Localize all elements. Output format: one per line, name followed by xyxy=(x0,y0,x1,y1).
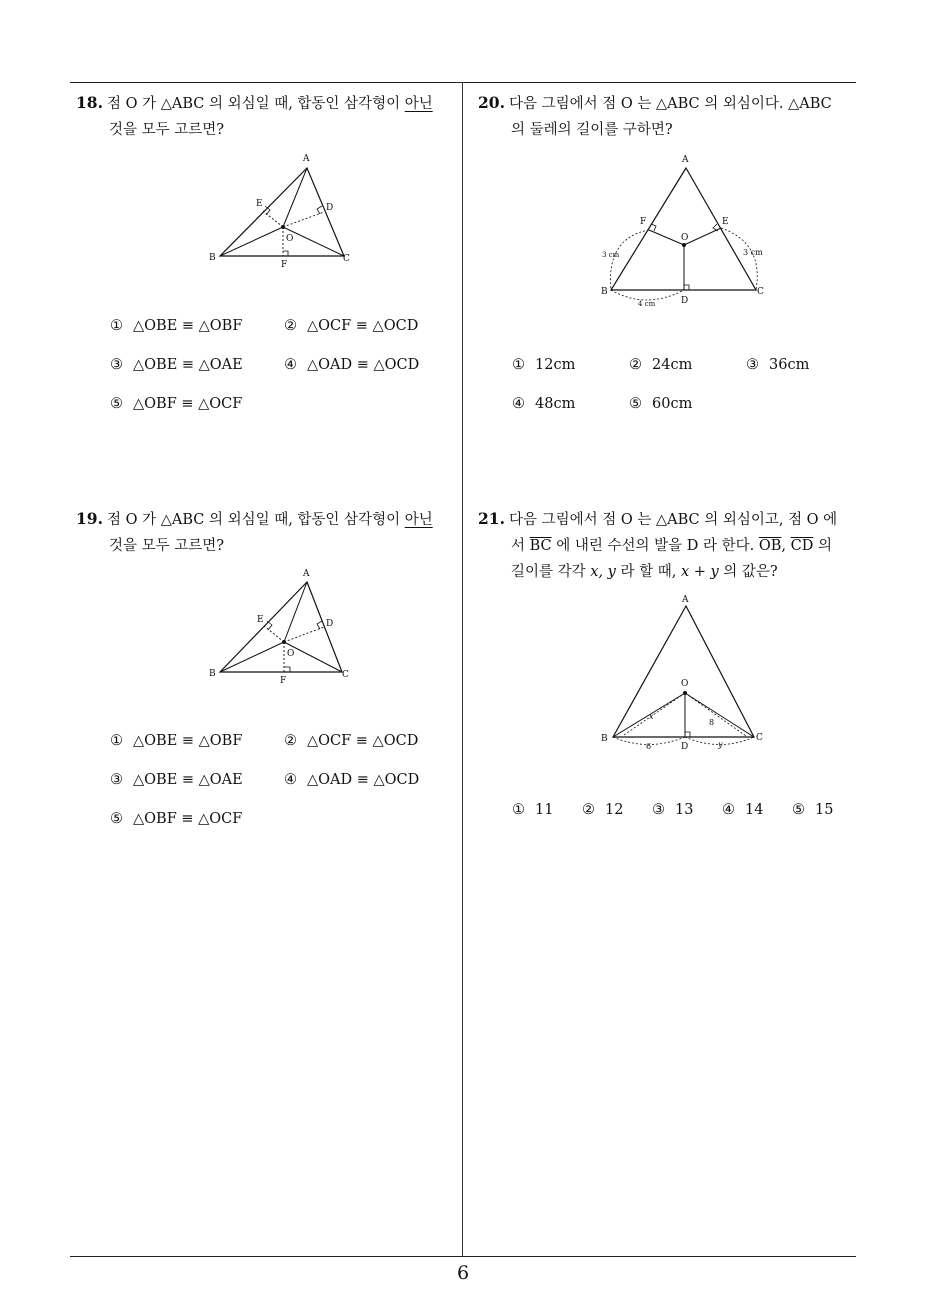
label-A: A xyxy=(303,569,310,579)
label-E: E xyxy=(722,217,729,227)
question-line2: 서 $\overline{BC}$ 에 내린 수선의 발을 D 라 한다. $\overline{OB}$, $\overline{CD}$ 의 xyxy=(511,538,832,554)
label-C: C xyxy=(756,733,763,743)
problem-number: 20. xyxy=(478,93,505,112)
label-E: E xyxy=(256,199,263,209)
choice-18-5[interactable]: ⑤ △OBF ≡ △OCF xyxy=(110,396,243,412)
choice-20-5[interactable]: ⑤ 60cm xyxy=(629,396,693,412)
problem-20 xyxy=(478,90,860,143)
choice-19-1[interactable]: ① △OBE ≡ △OBF xyxy=(110,733,243,749)
question-text xyxy=(478,506,860,585)
column-divider xyxy=(462,82,463,1256)
variables-xy: x, y xyxy=(590,564,616,580)
label-B: B xyxy=(601,734,608,744)
label-B: B xyxy=(601,287,608,297)
choice-18-4[interactable]: ④ △OAD ≡ △OCD xyxy=(284,357,420,373)
question-line1: 다음 그림에서 점 O 는 △ABC 의 외심이다. △ABC xyxy=(508,96,832,112)
problem-number: 21. xyxy=(478,509,505,528)
label-O: O xyxy=(681,679,689,689)
segment-ob: $\overline{OB}$ xyxy=(758,538,782,554)
problem-19 xyxy=(76,506,458,559)
bottom-rule xyxy=(70,1256,856,1257)
choice-21-2[interactable]: ② 12 xyxy=(582,802,624,818)
choice-20-2[interactable]: ② 24cm xyxy=(629,357,693,373)
label-F: F xyxy=(281,260,288,270)
choice-18-3[interactable]: ③ △OBE ≡ △OAE xyxy=(110,357,243,373)
question-text xyxy=(478,90,860,143)
label-D: D xyxy=(681,296,689,306)
choice-19-5[interactable]: ⑤ △OBF ≡ △OCF xyxy=(110,811,243,827)
label-A: A xyxy=(682,155,689,165)
question-text xyxy=(76,90,458,143)
label-C: C xyxy=(343,254,350,264)
underlined-word: 아닌 xyxy=(404,96,433,112)
choice-21-1[interactable]: ① 11 xyxy=(512,802,554,818)
underlined-word: 아닌 xyxy=(404,512,433,528)
label-O: O xyxy=(287,649,295,659)
label-F: F xyxy=(280,676,287,686)
label-A: A xyxy=(303,154,310,164)
choice-19-4[interactable]: ④ △OAD ≡ △OCD xyxy=(284,772,420,788)
label-six: 6 xyxy=(646,742,652,751)
label-F: F xyxy=(640,217,647,227)
label-B: B xyxy=(209,669,216,679)
question-text xyxy=(76,506,458,559)
question-line1: 다음 그림에서 점 O 는 △ABC 의 외심이고, 점 O 에 xyxy=(508,512,838,528)
choice-19-2[interactable]: ② △OCF ≡ △OCD xyxy=(284,733,419,749)
length-label-left: 3 cm xyxy=(602,251,620,259)
label-D: D xyxy=(326,619,334,629)
choice-20-4[interactable]: ④ 48cm xyxy=(512,396,576,412)
choice-19-3[interactable]: ③ △OBE ≡ △OAE xyxy=(110,772,243,788)
label-x: x xyxy=(649,712,654,721)
choice-21-3[interactable]: ③ 13 xyxy=(652,802,694,818)
question-line2: 의 둘레의 길이를 구하면? xyxy=(511,122,673,138)
problem-18 xyxy=(76,90,458,143)
question-line1: 점 O 가 △ABC 의 외심일 때, 합동인 삼각형이 xyxy=(106,512,405,528)
segment-cd: $\overline{CD}$ xyxy=(790,538,814,554)
label-D: D xyxy=(326,203,334,213)
label-D: D xyxy=(681,742,689,752)
length-label-right: 3 cm xyxy=(743,248,763,257)
figure-20 xyxy=(596,148,776,313)
label-O: O xyxy=(286,234,294,244)
label-C: C xyxy=(757,287,764,297)
segment-bc: $\overline{BC}$ xyxy=(529,538,552,554)
question-line2: 것을 모두 고르면? xyxy=(109,538,225,554)
problem-21 xyxy=(478,506,860,585)
page-number: 6 xyxy=(456,1262,470,1284)
label-C: C xyxy=(342,670,349,680)
choice-21-4[interactable]: ④ 14 xyxy=(722,802,764,818)
label-B: B xyxy=(209,253,216,263)
top-rule xyxy=(70,82,856,83)
question-line3: 길이를 각각 x, y 라 할 때, x + y 의 값은? xyxy=(511,564,778,580)
question-line2: 것을 모두 고르면? xyxy=(109,122,225,138)
label-eight: 8 xyxy=(709,718,715,727)
choice-18-2[interactable]: ② △OCF ≡ △OCD xyxy=(284,318,419,334)
label-E: E xyxy=(257,615,264,625)
label-y: y xyxy=(718,740,723,749)
expression-x-plus-y: x + y xyxy=(680,564,719,580)
label-A: A xyxy=(682,595,689,605)
choice-18-1[interactable]: ① △OBE ≡ △OBF xyxy=(110,318,243,334)
question-line1: 점 O 가 △ABC 의 외심일 때, 합동인 삼각형이 xyxy=(106,96,405,112)
figure-21 xyxy=(596,590,776,760)
length-label-bottom: 4 cm xyxy=(638,300,656,308)
choice-21-5[interactable]: ⑤ 15 xyxy=(792,802,834,818)
figure-18 xyxy=(200,148,370,273)
problem-number: 18. xyxy=(76,93,103,112)
figure-19 xyxy=(200,564,370,689)
label-O: O xyxy=(681,233,689,243)
problem-number: 19. xyxy=(76,509,103,528)
choice-20-1[interactable]: ① 12cm xyxy=(512,357,576,373)
choice-20-3[interactable]: ③ 36cm xyxy=(746,357,810,373)
